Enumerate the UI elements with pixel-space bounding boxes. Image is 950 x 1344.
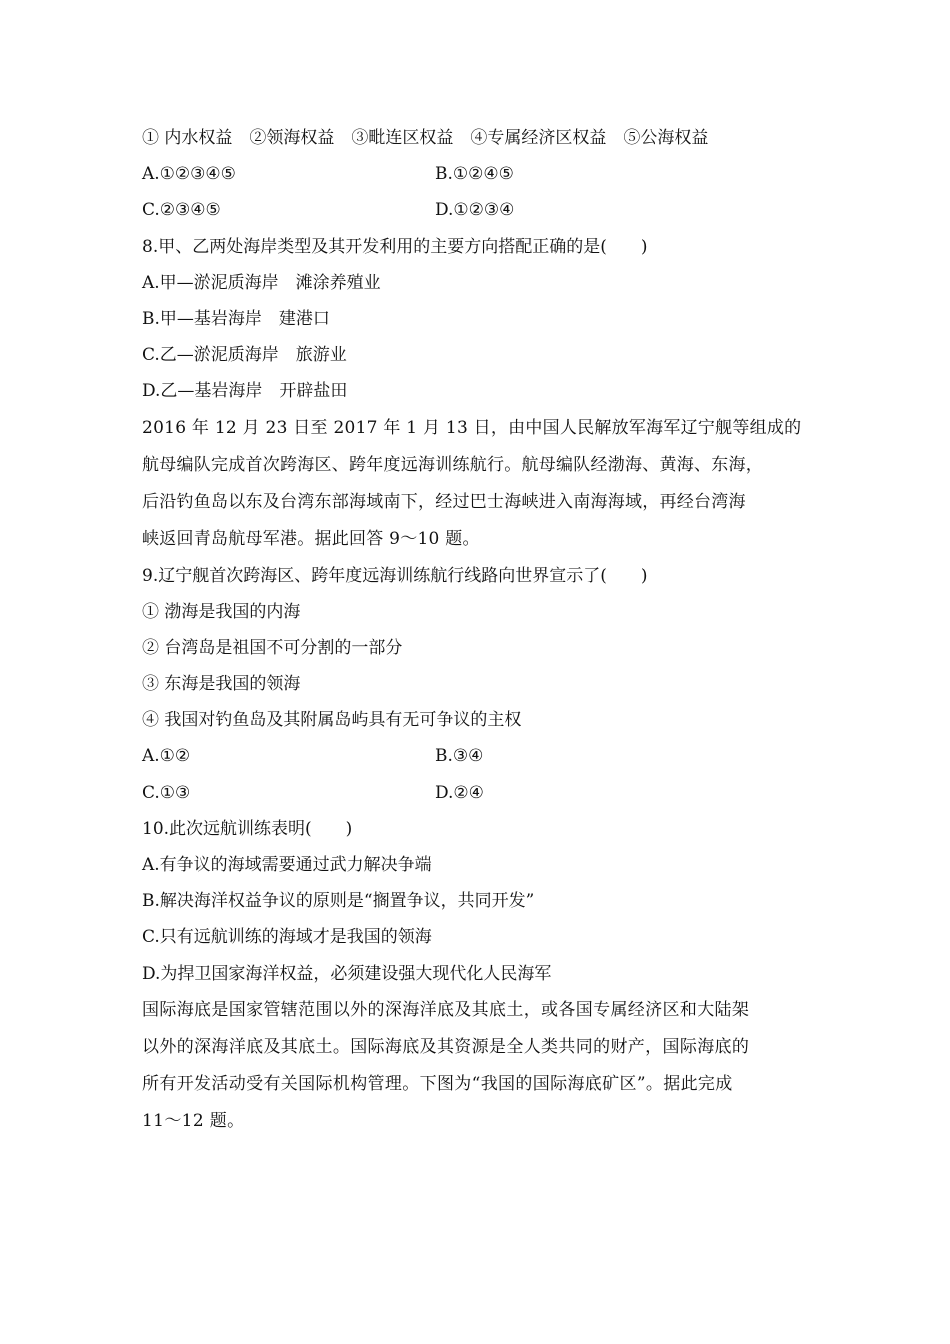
q7-option-d: D.①②③④ — [435, 200, 515, 221]
q7-option-b: B.①②④⑤ — [435, 164, 514, 185]
passage-liaoning-line: 航母编队完成首次跨海区、跨年度远海训练航行。航母编队经渤海、黄海、东海， — [142, 454, 763, 475]
passage-seabed-line: 国际海底是国家管辖范围以外的深海洋底及其底土，或各国专属经济区和大陆架 — [142, 999, 750, 1020]
q10-option-b: B.解决海洋权益争议的原则是“搁置争议，共同开发” — [142, 891, 535, 912]
q9-stem: 9.辽宁舰首次跨海区、跨年度远海训练航行线路向世界宣示了( ) — [142, 565, 648, 586]
q8-option-a: A.甲—淤泥质海岸 滩涂养殖业 — [142, 272, 381, 293]
q7-items: ① 内水权益 ②领海权益 ③毗连区权益 ④专属经济区权益 ⑤公海权益 — [142, 128, 709, 148]
q8-option-c: C.乙—淤泥质海岸 旅游业 — [142, 345, 347, 366]
q9-item: ③ 东海是我国的领海 — [142, 674, 301, 695]
q10-option-c: C.只有远航训练的海域才是我国的领海 — [142, 927, 432, 948]
q10-option-d: D.为捍卫国家海洋权益，必须建设强大现代化人民海军 — [142, 963, 552, 984]
q7-option-a: A.①②③④⑤ — [142, 164, 236, 185]
q9-option-d: D.②④ — [435, 782, 484, 803]
passage-seabed-line: 所有开发活动受有关国际机构管理。下图为“我国的国际海底矿区”。据此完成 — [142, 1073, 733, 1094]
q9-item: ④ 我国对钓鱼岛及其附属岛屿具有无可争议的主权 — [142, 710, 522, 731]
q8-stem: 8.甲、乙两处海岸类型及其开发利用的主要方向搭配正确的是( ) — [142, 236, 648, 257]
passage-seabed-line: 以外的深海洋底及其底土。国际海底及其资源是全人类共同的财产，国际海底的 — [142, 1036, 750, 1057]
passage-liaoning-line: 峡返回青岛航母军港。据此回答 9～10 题。 — [142, 528, 480, 549]
q9-option-b: B.③④ — [435, 746, 484, 767]
q7-options-row-1 — [142, 156, 822, 192]
q9-option-c: C.①③ — [142, 782, 191, 803]
q9-item: ① 渤海是我国的内海 — [142, 601, 301, 622]
passage-seabed — [142, 992, 822, 1140]
q9-item: ② 台湾岛是祖国不可分割的一部分 — [142, 637, 403, 658]
q7-option-c: C.②③④⑤ — [142, 200, 221, 221]
page-content — [142, 120, 822, 1140]
passage-liaoning — [142, 410, 822, 558]
q9-options-row-2 — [142, 775, 822, 811]
q8-option-d: D.乙—基岩海岸 开辟盐田 — [142, 381, 348, 402]
q9-options-row-1 — [142, 738, 822, 774]
passage-seabed-line: 11～12 题。 — [142, 1110, 245, 1131]
passage-liaoning-line: 后沿钓鱼岛以东及台湾东部海域南下，经过巴士海峡进入南海海域，再经台湾海 — [142, 491, 746, 512]
q10-stem: 10.此次远航训练表明( ) — [142, 818, 353, 839]
q9-option-a: A.①② — [142, 746, 191, 767]
q10-option-a: A.有争议的海域需要通过武力解决争端 — [142, 855, 432, 875]
q7-options-row-2 — [142, 192, 822, 228]
passage-liaoning-line: 2016 年 12 月 23 日至 2017 年 1 月 13 日，由中国人民解放军海军辽宁舰等组成的 — [142, 417, 802, 438]
q8-option-b: B.甲—基岩海岸 建港口 — [142, 308, 330, 329]
